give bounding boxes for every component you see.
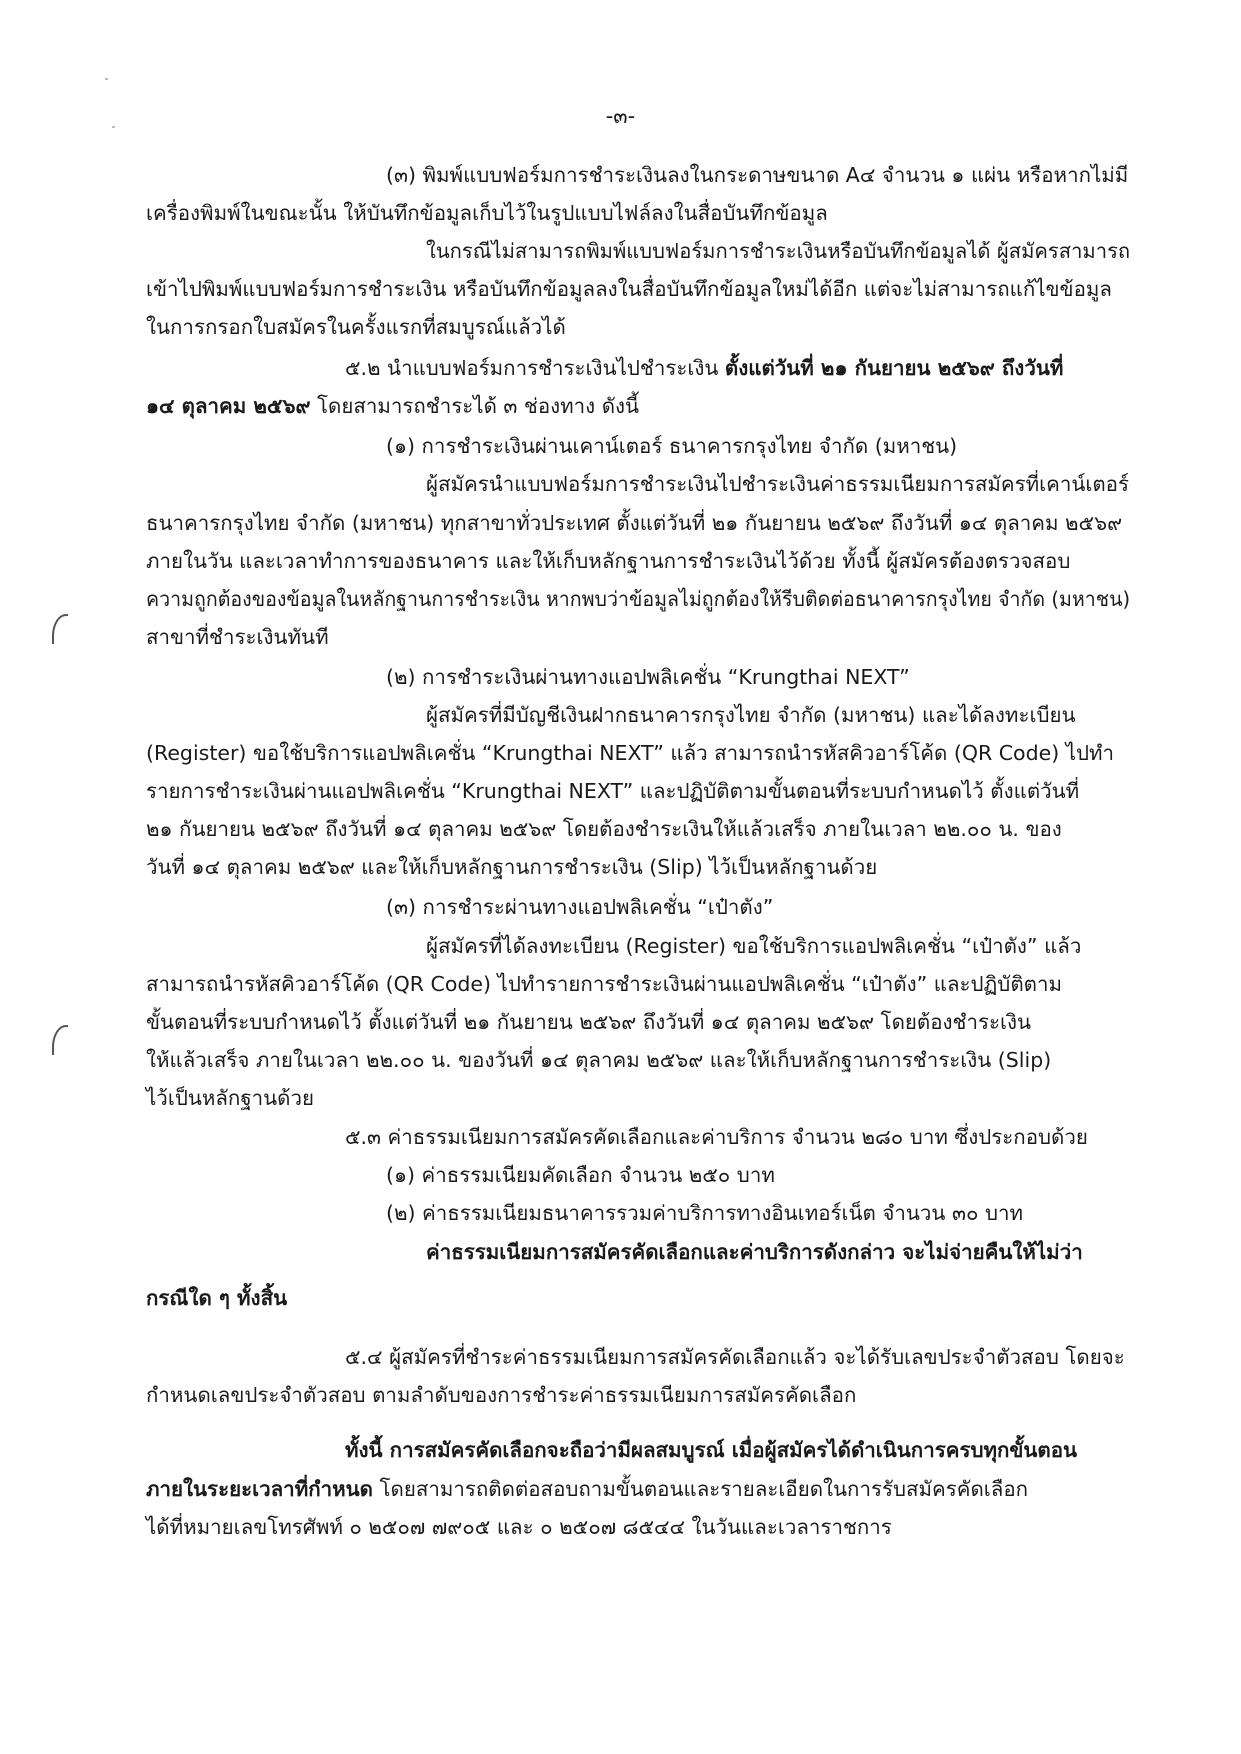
text-line	[146, 391, 639, 421]
text-line: ในกรณีไม่สามารถพิมพ์แบบฟอร์มการชำระเงินหรือบันทึกข้อมูลได้ ผู้สมัครสามารถ	[426, 239, 1131, 263]
text-line: สาขาที่ชำระเงินทันที	[146, 625, 329, 649]
text-line: เข้าไปพิมพ์แบบฟอร์มการชำระเงิน หรือบันทึกข้อมูลลงในสื่อบันทึกข้อมูลใหม่ได้อีก แต่จะไม่สามารถแก้ไขข้อมูล	[146, 277, 1112, 301]
text-line: วันที่ ๑๔ ตุลาคม ๒๕๖๙ และให้เก็บหลักฐานการชำระเงิน (Slip) ไว้เป็นหลักฐานด้วย	[146, 855, 878, 879]
text-span: ๕.๒ นำแบบฟอร์มการชำระเงินไปชำระเงิน	[345, 356, 725, 380]
bold-notice-line: ค่าธรรมเนียมการสมัครคัดเลือกและค่าบริการดังกล่าว จะไม่จ่ายคืนให้ไม่ว่า	[426, 1240, 1083, 1264]
text-line: ความถูกต้องของข้อมูลในหลักฐานการชำระเงิน หากพบว่าข้อมูลไม่ถูกต้องให้รีบติดต่อธนาคารกรุงไทย จำกัด (มหาชน)	[146, 587, 1131, 611]
text-line: ผู้สมัครที่มีบัญชีเงินฝากธนาคารกรุงไทย จำกัด (มหาชน) และได้ลงทะเบียน	[426, 703, 1076, 727]
text-line: ๕.๔ ผู้สมัครที่ชำระค่าธรรมเนียมการสมัครคัดเลือกแล้ว จะได้รับเลขประจำตัวสอบ โดยจะ	[345, 1345, 1125, 1369]
text-line: เครื่องพิมพ์ในขณะนั้น ให้บันทึกข้อมูลเก็บไว้ในรูปแบบไฟล์ลงในสื่อบันทึกข้อมูล	[146, 201, 828, 225]
scan-margin-mark	[52, 614, 68, 644]
text-line: (๓) การชำระผ่านทางแอปพลิเคชั่น “เป๋าตัง”	[386, 895, 774, 919]
text-span: โดยสามารถติดต่อสอบถามขั้นตอนและรายละเอียดในการรับสมัครคัดเลือก	[372, 1477, 1029, 1501]
text-line: ขั้นตอนที่ระบบกำหนดไว้ ตั้งแต่วันที่ ๒๑ กันยายน ๒๕๖๙ ถึงวันที่ ๑๔ ตุลาคม ๒๕๖๙ โดยต้องชำระเงิน	[146, 1010, 1032, 1034]
text-line: ธนาคารกรุงไทย จำกัด (มหาชน) ทุกสาขาทั่วประเทศ ตั้งแต่วันที่ ๒๑ กันยายน ๒๕๖๙ ถึงวันที่ ๑๔ ตุลาคม ๒๕๖๙	[146, 511, 1123, 535]
text-line: (๑) การชำระเงินผ่านเคาน์เตอร์ ธนาคารกรุงไทย จำกัด (มหาชน)	[386, 434, 958, 458]
text-line: (๒) การชำระเงินผ่านทางแอปพลิเคชั่น “Krungthai NEXT”	[386, 665, 910, 689]
scan-speck	[105, 78, 108, 80]
text-line: (๓) พิมพ์แบบฟอร์มการชำระเงินลงในกระดาษขนาด A๔ จำนวน ๑ แผ่น หรือหากไม่มี	[386, 163, 1129, 187]
text-line: ๕.๓ ค่าธรรมเนียมการสมัครคัดเลือกและค่าบริการ จำนวน ๒๘๐ บาท ซึ่งประกอบด้วย	[345, 1125, 1088, 1149]
text-span: โดยสามารถชำระได้ ๓ ช่องทาง ดังนี้	[310, 394, 640, 418]
text-line: ๒๑ กันยายน ๒๕๖๙ ถึงวันที่ ๑๔ ตุลาคม ๒๕๖๙ โดยต้องชำระเงินให้แล้วเสร็จ ภายในเวลา ๒๒.๐๐ น. ของ	[146, 817, 1062, 841]
bold-text-span: ภายในระยะเวลาที่กำหนด	[146, 1477, 373, 1501]
text-line: กำหนดเลขประจำตัวสอบ ตามลำดับของการชำระค่าธรรมเนียมการสมัครคัดเลือก	[146, 1383, 857, 1407]
page-number: -๓-	[605, 104, 636, 128]
bold-date: ๑๔ ตุลาคม ๒๕๖๙	[146, 394, 311, 418]
text-line: ผู้สมัครที่ได้ลงทะเบียน (Register) ขอใช้บริการแอปพลิเคชั่น “เป๋าตัง” แล้ว	[426, 934, 1082, 958]
section-5-2-line	[345, 353, 1063, 383]
text-line: ไว้เป็นหลักฐานด้วย	[146, 1086, 315, 1110]
bold-date-range: ตั้งแต่วันที่ ๒๑ กันยายน ๒๕๖๙ ถึงวันที่	[724, 356, 1064, 380]
text-line: (๑) ค่าธรรมเนียมคัดเลือก จำนวน ๒๕๐ บาท	[386, 1163, 775, 1187]
scan-margin-mark	[52, 1025, 68, 1055]
text-line: (Register) ขอใช้บริการแอปพลิเคชั่น “Krungthai NEXT” แล้ว สามารถนำรหัสคิวอาร์โค้ด (QR Code) ไปทำ	[146, 741, 1115, 765]
text-line: ผู้สมัครนำแบบฟอร์มการชำระเงินไปชำระเงินค่าธรรมเนียมการสมัครที่เคาน์เตอร์	[426, 472, 1129, 496]
text-line: รายการชำระเงินผ่านแอปพลิเคชั่น “Krungthai NEXT” และปฏิบัติตามขั้นตอนที่ระบบกำหนดไว้ ตั้งแต่วันที่	[146, 779, 1080, 803]
text-line: (๒) ค่าธรรมเนียมธนาคารรวมค่าบริการทางอินเทอร์เน็ต จำนวน ๓๐ บาท	[386, 1201, 1024, 1225]
bold-notice-line: กรณีใด ๆ ทั้งสิ้น	[146, 1286, 288, 1310]
text-line: ให้แล้วเสร็จ ภายในเวลา ๒๒.๐๐ น. ของวันที่ ๑๔ ตุลาคม ๒๕๖๙ และให้เก็บหลักฐานการชำระเงิน (Slip)	[146, 1048, 1052, 1072]
text-line	[146, 1474, 1028, 1504]
text-line: ภายในวัน และเวลาทำการของธนาคาร และให้เก็บหลักฐานการชำระเงินไว้ด้วย ทั้งนี้ ผู้สมัครต้องตรวจสอบ	[146, 549, 1071, 573]
text-line: สามารถนำรหัสคิวอาร์โค้ด (QR Code) ไปทำรายการชำระเงินผ่านแอปพลิเคชั่น “เป๋าตัง” และปฏิบัติตาม	[146, 972, 1062, 996]
text-line: ในการกรอกใบสมัครในครั้งแรกที่สมบูรณ์แล้วได้	[146, 315, 566, 339]
bold-notice-line: ทั้งนี้ การสมัครคัดเลือกจะถือว่ามีผลสมบูรณ์ เมื่อผู้สมัครได้ดำเนินการครบทุกขั้นตอน	[345, 1438, 1078, 1462]
text-line: ได้ที่หมายเลขโทรศัพท์ ๐ ๒๕๐๗ ๗๙๐๕ และ ๐ ๒๕๐๗ ๘๕๔๔ ในวันและเวลาราชการ	[146, 1515, 892, 1539]
